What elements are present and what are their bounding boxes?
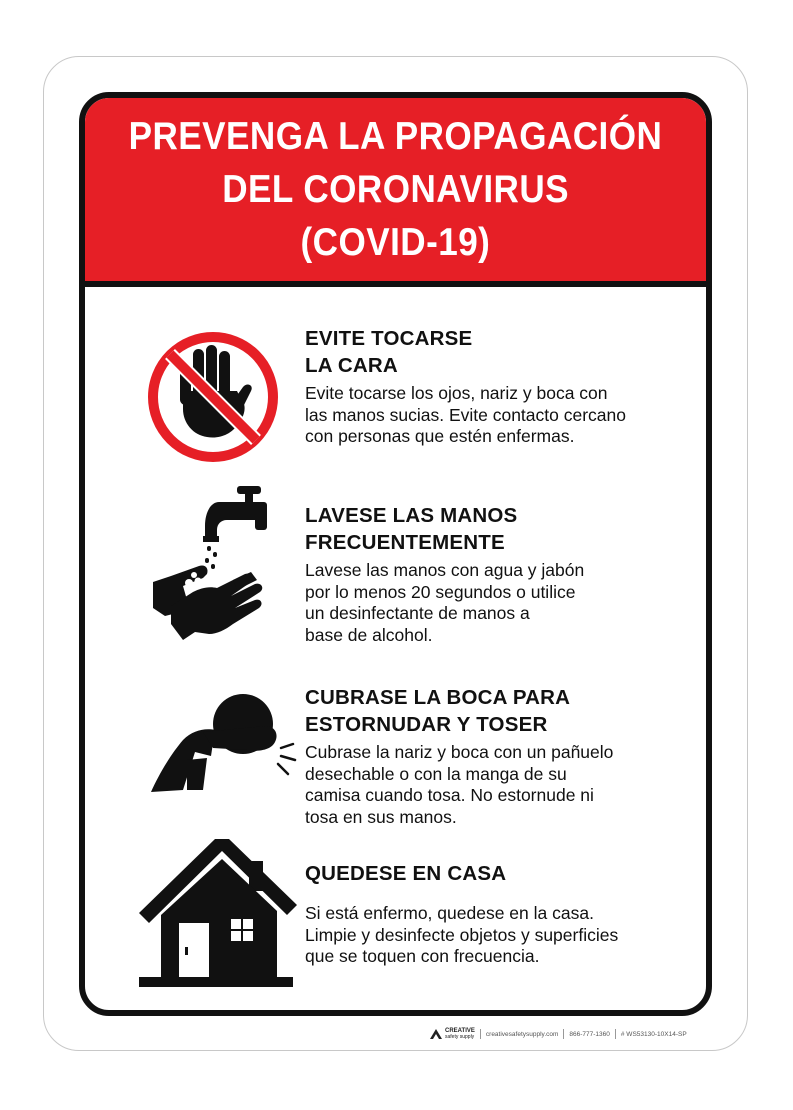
item-3-body-line-4: tosa en sus manos. (305, 806, 457, 827)
item-1-body-line-1: Evite tocarse los ojos, nariz y boca con (305, 383, 608, 403)
house-icon (137, 831, 297, 991)
item-4-body-line-3: que se toquen con frecuencia. (305, 946, 540, 966)
item-stay-home (305, 860, 685, 968)
item-2-body-line-1: Lavese las manos con agua y jabón (305, 560, 585, 580)
item-2-title-line-2: FRECUENTEMENTE (305, 531, 505, 554)
item-3-body-line-3: camisa cuando tosa. No estornude ni (305, 785, 594, 805)
brand-name: CREATIVE (445, 1028, 475, 1034)
footer (430, 1025, 687, 1043)
item-4-body-line-1: Si está enfermo, quedese en la casa. (305, 903, 594, 923)
cough-into-elbow-icon (147, 690, 302, 810)
footer-phone: 866-777-1360 (569, 1030, 610, 1038)
brand-mark-icon (430, 1029, 442, 1039)
item-3-body-line-2: desechable o con la manga de su (305, 763, 567, 784)
footer-sku: # WS53130-10X14-SP (620, 1030, 687, 1038)
item-avoid-touching-face (305, 325, 685, 448)
no-touch-hand-icon (143, 327, 283, 467)
sign-header (85, 98, 706, 287)
item-1-body-line-3: con personas que estén enfermas. (305, 426, 575, 446)
item-3-title-line-2: ESTORNUDAR Y TOSER (305, 713, 548, 736)
item-1-title-line-2: LA CARA (305, 354, 398, 377)
item-4-body-line-2: Limpie y desinfecte objetos y superficies (305, 924, 619, 945)
brand-tagline: safety supply (445, 1034, 475, 1040)
item-wash-hands (305, 502, 685, 646)
header-line-3: (COVID-19) (300, 221, 491, 264)
item-2-body-line-2: por lo menos 20 segundos o utilice (305, 581, 576, 602)
item-4-title-line-1: QUEDESE EN CASA (305, 862, 507, 885)
item-1-title-line-1: EVITE TOCARSE (305, 327, 473, 350)
footer-website: creativesafetysupply.com (485, 1030, 559, 1038)
item-2-body-line-3: un desinfectante de manos a (305, 603, 530, 623)
item-1-body-line-2: las manos sucias. Evite contacto cercano (305, 404, 626, 425)
hand-washing-icon (147, 482, 277, 662)
item-2-body (305, 560, 685, 646)
covid-sign (79, 92, 712, 1016)
item-3-body (305, 742, 685, 828)
header-line-2: DEL CORONAVIRUS (222, 168, 569, 211)
footer-divider (615, 1029, 616, 1039)
item-2-body-line-4: base de alcohol. (305, 624, 433, 645)
footer-divider (480, 1029, 481, 1039)
item-4-body (305, 903, 685, 968)
item-3-title-line-1: CUBRASE LA BOCA PARA (305, 686, 571, 709)
footer-divider (563, 1029, 564, 1039)
brand-logo (430, 1028, 475, 1040)
item-1-body (305, 383, 685, 448)
item-2-title-line-1: LAVESE LAS MANOS (305, 504, 518, 527)
header-line-1: PREVENGA LA PROPAGACIÓN (128, 115, 663, 158)
item-cover-mouth (305, 684, 685, 828)
item-3-body-line-1: Cubrase la nariz y boca con un pañuelo (305, 742, 614, 762)
